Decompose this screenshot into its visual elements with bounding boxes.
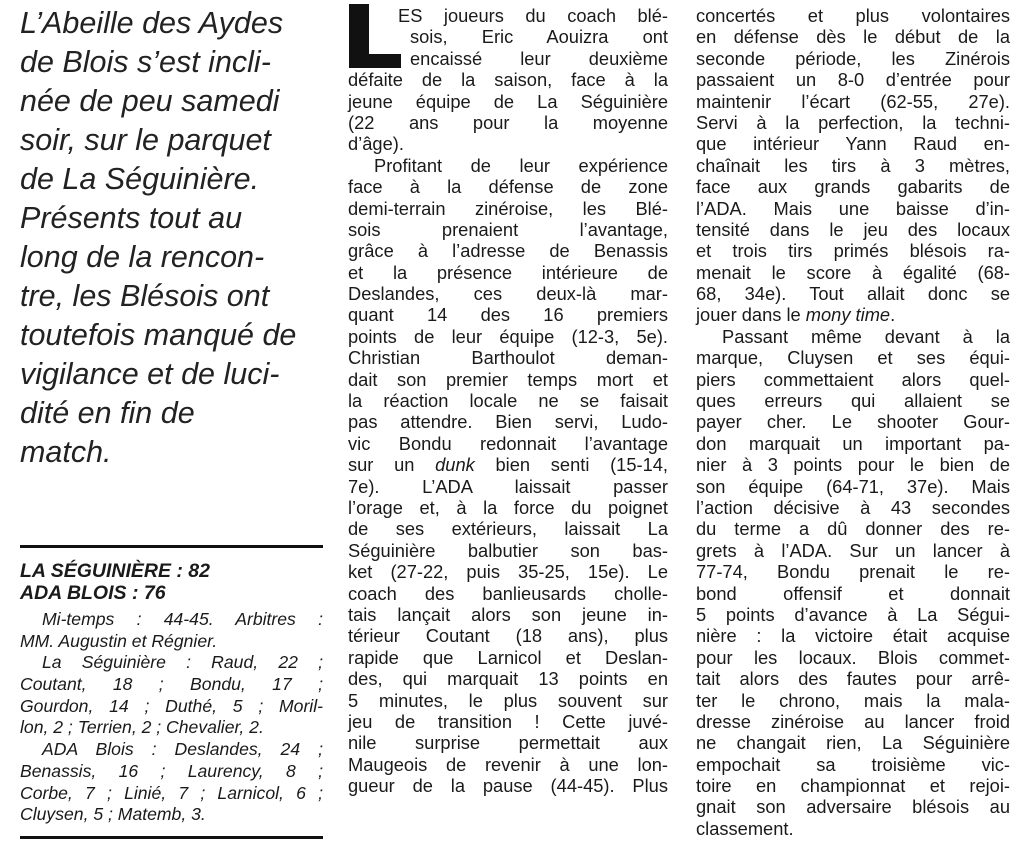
text-line: Cluysen, 5 ; Matemb, 3.	[20, 804, 206, 825]
text-line: ADA Blois : Deslandes, 24 ;	[42, 739, 323, 760]
text-line: de Blois s’est incli-	[20, 45, 271, 79]
text-line: ES joueurs du coach blé-	[398, 5, 668, 26]
text-line: long de la rencon-	[20, 240, 265, 274]
text-line: (22 ans pour la moyenne	[348, 111, 668, 133]
text-line: nier à 3 points pour le bien de	[696, 454, 1010, 476]
text-line: des, qui marquait 13 points en	[348, 668, 668, 690]
text-line: encaissé leur deuxième	[410, 47, 668, 69]
text-line: l’orage et, à la force du poignet	[348, 496, 668, 518]
text-line: concertés et plus volontaires	[696, 5, 1010, 26]
text-line: vic Bondu redonnait l’avantage	[348, 432, 668, 454]
text-line: maintenir l’écart (62-55, 27e).	[696, 90, 1010, 112]
text-line: térieur Coutant (18 ans), plus	[348, 625, 668, 647]
text-line: tre, les Blésois ont	[20, 279, 270, 313]
text-line: chaînait les tirs à 3 mètres,	[696, 154, 1010, 176]
text-line: tait alors des fautes pour arrê-	[696, 668, 1010, 690]
text-line: soir, sur le parquet	[20, 123, 271, 157]
italic-term: dunk	[435, 454, 475, 476]
score-away: ADA BLOIS : 76	[20, 582, 166, 604]
text-line: dait son premier temps mort et	[348, 368, 668, 390]
text-line: toutefois manqué de	[20, 318, 297, 352]
text-line: bond offensif et donnait	[696, 582, 1010, 604]
text-line: dité en fin de	[20, 396, 195, 430]
text-line: don marquait un important pa-	[696, 432, 1010, 454]
article-column-3	[696, 5, 1010, 839]
text-line: marque, Cluysen et ses équi-	[696, 347, 1010, 369]
text-line: Passant même devant à la	[722, 325, 1010, 347]
text-line: ket (27-22, puis 35-25, 15e). Le	[348, 561, 668, 583]
top-rule	[20, 545, 323, 548]
text-line: match.	[20, 435, 112, 469]
text-line: de ses extérieurs, laissait La	[348, 518, 668, 540]
text-segment: sur un	[348, 454, 436, 476]
text-line: la réaction locale ne se faisait	[348, 390, 668, 412]
text-line: jeu de transition ! Cette juvé-	[348, 710, 668, 732]
text-line: tensité dans le jeu des locaux	[696, 218, 1010, 240]
text-line: grâce à l’adresse de Benassis	[348, 240, 668, 262]
text-line: pas attendre. Bien servi, Ludo-	[348, 411, 668, 433]
score-box	[20, 545, 323, 839]
text-line: tais lançait alors son jeune in-	[348, 603, 668, 625]
italic-term: mony time	[805, 304, 891, 326]
text-segment: jouer dans le	[696, 304, 806, 326]
text-line: quant 14 des 16 premiers	[348, 304, 668, 326]
text-line: grets à l’ADA. Sur un lancer à	[696, 539, 1010, 561]
text-line: rapide que Larnicol et Deslan-	[348, 646, 668, 668]
text-line: et trois tirs primés blésois ra-	[696, 240, 1010, 262]
text-line: 5 points d’avance à La Ségui-	[696, 603, 1010, 625]
text-line: Benassis, 16 ; Laurency, 8 ;	[20, 760, 323, 781]
text-line: l’ADA. Mais une baisse d’in-	[696, 197, 1010, 219]
bottom-rule	[20, 836, 323, 839]
article-lead	[20, 4, 322, 472]
text-line: 68, 34e). Tout allait donc se	[696, 283, 1010, 305]
text-line: piers commettaient alors quel-	[696, 368, 1010, 390]
score-home: LA SÉGUINIÈRE : 82	[20, 560, 210, 582]
text-line: face à la défense de zone	[348, 176, 668, 198]
text-line: points de leur équipe (12-3, 5e).	[348, 325, 668, 347]
text-line: de La Séguinière.	[20, 162, 260, 196]
text-line: pour les locaux. Blois commet-	[696, 646, 1010, 668]
text-line: toire en championnat et rejoi-	[696, 775, 1010, 797]
match-facts	[20, 609, 323, 826]
text-line: 7e). L’ADA laissait passer	[348, 475, 668, 497]
text-line: Séguinière balbutier son bas-	[348, 539, 668, 561]
text-line: défaite de la saison, face à la	[348, 69, 668, 91]
text-line: Corbe, 7 ; Linié, 7 ; Larnicol, 6 ;	[20, 782, 323, 803]
text-line: MM. Augustin et Régnier.	[20, 630, 218, 651]
text-line: menait le score à égalité (68-	[696, 261, 1010, 283]
text-line: payer cher. Le shooter Gour-	[696, 411, 1010, 433]
text-line: ques erreurs qui allaient se	[696, 390, 1010, 412]
text-line: Profitant de leur expérience	[374, 154, 668, 176]
article-column-2	[348, 5, 668, 796]
text-line: l’action décisive à 43 secondes	[696, 496, 1010, 518]
text-line: gueur de la pause (44-45). Plus	[348, 775, 668, 797]
text-line: classement.	[696, 817, 794, 839]
text-line: ter le chrono, mais la mala-	[696, 689, 1010, 711]
text-line: seconde période, les Zinérois	[696, 47, 1010, 69]
text-segment: .	[890, 304, 896, 326]
text-line: passaient un 8-0 d’entrée pour	[696, 69, 1010, 91]
text-line: jeune équipe de La Séguinière	[348, 90, 668, 112]
text-line: nile surprise permettait aux	[348, 732, 668, 754]
text-line	[348, 454, 668, 475]
text-line: Gourdon, 14 ; Duthé, 5 ; Moril-	[20, 695, 323, 716]
text-line: d’âge).	[348, 133, 404, 155]
text-segment: bien senti (15-14,	[474, 454, 669, 476]
text-line: face aux grands gabarits de	[696, 176, 1010, 198]
text-line: en défense dès le début de la	[696, 26, 1010, 48]
text-line: vigilance et de luci-	[20, 357, 280, 391]
text-line: dresse zinéroise au lancer froid	[696, 710, 1010, 732]
text-line: Maugeois de revenir à une lon-	[348, 753, 668, 775]
text-line: Présents tout au	[20, 201, 243, 235]
text-line: Mi-temps : 44-45. Arbitres :	[42, 609, 323, 629]
text-line: 5 minutes, le plus souvent sur	[348, 689, 668, 711]
text-line: coach des banlieusards cholle-	[348, 582, 668, 604]
text-line: Servi à la perfection, la techni-	[696, 111, 1010, 133]
text-line	[696, 304, 1010, 325]
text-line: née de peu samedi	[20, 84, 280, 118]
text-line: demi-terrain zinéroise, les Blé-	[348, 197, 668, 219]
text-line: L’Abeille des Aydes	[20, 6, 284, 40]
text-line: La Séguinière : Raud, 22 ;	[42, 652, 323, 673]
text-line: ne changait rien, La Séguinière	[696, 732, 1010, 754]
text-line: sois prenaient l’avantage,	[348, 218, 668, 240]
text-line: son équipe (64-71, 37e). Mais	[696, 475, 1010, 497]
text-line: lon, 2 ; Terrien, 2 ; Chevalier, 2.	[20, 717, 264, 738]
text-line: 77-74, Bondu prenait le re-	[696, 561, 1010, 583]
text-line: Coutant, 18 ; Bondu, 17 ;	[20, 674, 323, 695]
text-line: sois, Eric Aouizra ont	[410, 26, 668, 48]
text-line: et la présence intérieure de	[348, 261, 668, 283]
text-line: gnait son adversaire blésois au	[696, 796, 1010, 818]
text-line: Christian Barthoulot deman-	[348, 347, 668, 369]
text-line: Deslandes, ces deux-là mar-	[348, 283, 668, 305]
text-line: nière : la victoire était acquise	[696, 625, 1010, 647]
text-line: empochait sa troisième vic-	[696, 753, 1010, 775]
text-line: que intérieur Yann Raud en-	[696, 133, 1010, 155]
text-line: du terme a dû donner des re-	[696, 518, 1010, 540]
